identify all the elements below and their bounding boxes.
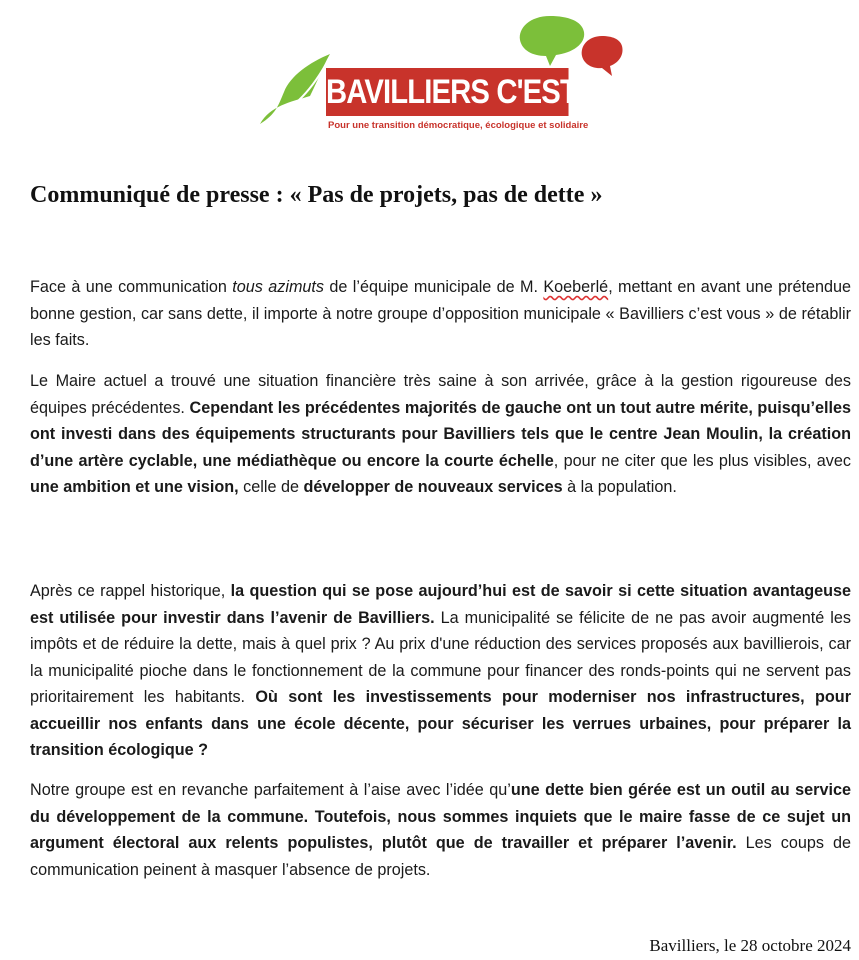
paragraph-3: [30, 578, 851, 764]
logo: [250, 6, 664, 136]
text-run: celle de: [238, 478, 304, 496]
text-run: Cependant les précédentes majorités de gauche ont un tout autre mérite, puisqu’elles ont investi dans des équipements structurants pour Bavilliers: [30, 398, 851, 443]
text-run: , mettant en avant une prétendue bonne gestion, car sans dette, il importe à notre groupe d’opposition municipale « Bavilliers c’est vous » de rétablir les faits.: [30, 278, 851, 349]
text-run: tous azimuts: [232, 278, 325, 296]
text-run: Koeberlé: [543, 278, 609, 296]
logo-tagline: Pour une transition démocratique, écologique et solidaire: [328, 120, 589, 131]
text-run: développer de nouveaux services: [303, 478, 563, 496]
signature-date: Bavilliers, le 28 octobre 2024: [649, 936, 851, 955]
text-run: Les coups de communication peinent à masquer l’absence de projets.: [30, 834, 851, 879]
text-run: à la population.: [562, 478, 677, 496]
text-run: une ambition et une vision,: [30, 478, 239, 496]
paragraph-2: [30, 368, 851, 501]
text-run: Où sont les investissements pour moderniser nos infrastructures, pour accueillir nos enfants dans une école décente, pour sécuriser les verrues urbaines, pour préparer la transition écologique ?: [30, 688, 851, 759]
text-run: Après ce rappel historique,: [30, 582, 231, 600]
text-run: Face à une communication: [30, 278, 233, 296]
text-run: tels que le centre Jean Moulin, la création d’une artère cyclable, une médiathèque ou encore la courte échelle: [30, 425, 851, 470]
text-run: , pour ne citer que les plus visibles, avec: [553, 451, 852, 470]
text-run: La municipalité se félicite de ne pas avoir augmenté les impôts et de réduire la dette, mais à quel prix ? Au prix d'une réduction des services proposés aux bavillierois, car la municipalité pioche dans le fonctionnement de la commune pour financer des ronds-points qui ne servent pas prioritairement les habitants.: [30, 608, 851, 706]
text-run: Notre groupe est en revanche parfaitement à l’aise avec l’idée qu’: [30, 781, 511, 799]
page-title: Communiqué de presse : « Pas de projets, pas de dette »: [30, 182, 603, 208]
paragraph-1: [30, 274, 851, 354]
text-run: la question qui se pose aujourd’hui est de savoir si cette situation avantageuse est utilisée pour investir dans l’avenir de Bavilliers.: [30, 582, 851, 627]
paragraph-4: [30, 777, 851, 883]
text-run: une dette bien gérée est un outil au service du développement de la commune. Toutefois, nous sommes inquiets que le maire fasse de ce sujet un argument électoral aux relents populistes, plutôt que de travailler et préparer l’avenir.: [30, 781, 851, 852]
text-run: de l’équipe municipale de M.: [324, 278, 544, 296]
text-run: Le Maire actuel a trouvé une situation financière très saine à son arrivée, grâce à la gestion rigoureuse des équipes précédentes.: [30, 372, 851, 417]
logo-wordmark: BAVILLIERS C'EST VOUS: [326, 68, 569, 116]
